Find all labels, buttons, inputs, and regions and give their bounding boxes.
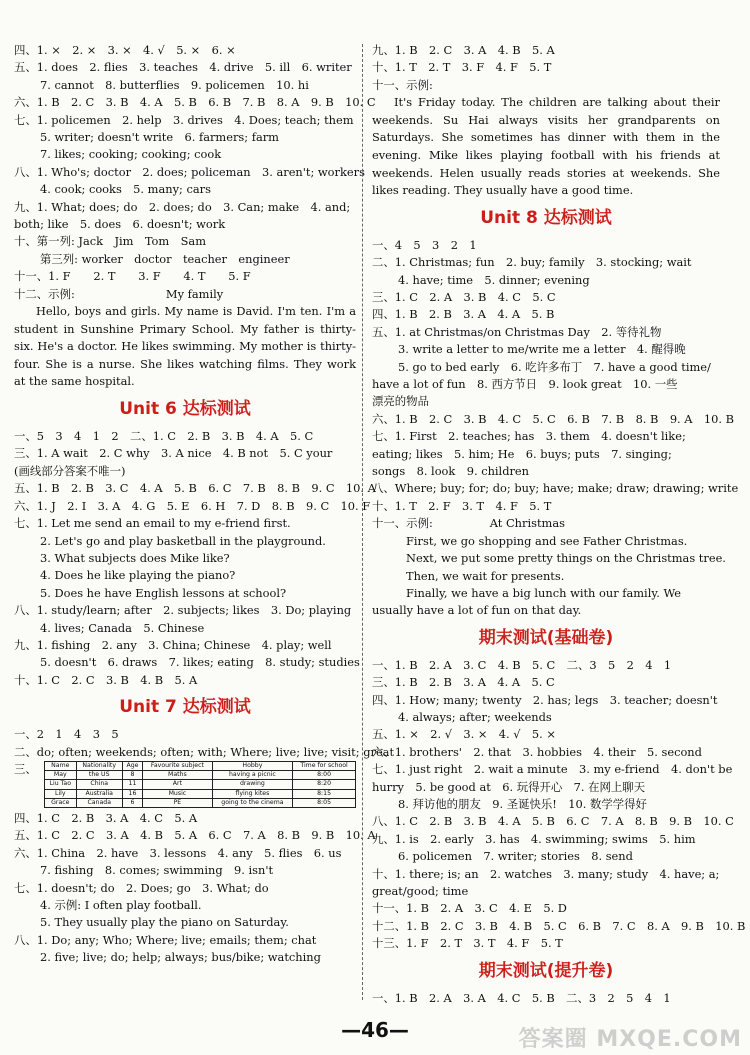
essay-line: Next, we put some pretty things on the Christmas tree. [406, 551, 726, 566]
table-cell: Liu Tao [45, 780, 77, 789]
answer-line: 5. writer; doesn't write 6. farmers; farm [40, 130, 279, 145]
answer-line: 一、5 3 4 1 2 二、1. C 2. B 3. B 4. A 5. C [14, 429, 314, 444]
left-column [14, 42, 395, 967]
essay-line: First, we go shopping and see Father Christmas. [406, 533, 688, 548]
answer-line: 十、第一列: Jack Jim Tom Sam [14, 234, 206, 249]
answer-line: hurry 5. be good at 6. 玩得开心 7. 在网上聊天 [372, 779, 646, 794]
answer-line: 一、4 5 3 2 1 [372, 237, 477, 252]
answer-line: 二、do; often; weekends; often; with; Where; live; live; visit; great [14, 744, 395, 759]
table-cell: 8:05 [293, 798, 356, 807]
answer-line: 4. 示例: I often play football. [40, 898, 202, 913]
answer-line: 七、1. policemen 2. help 3. drives 4. Does; teach; them [14, 112, 354, 127]
answer-table-label: 三、 [14, 761, 37, 776]
answer-line: 五、1. B 2. B 3. C 4. A 5. B 6. C 7. B 8. B 9. C 10. A [14, 481, 376, 496]
answer-line: 十一、示例: At Christmas [372, 516, 565, 531]
answer-line: 九、1. B 2. C 3. A 4. B 5. A [372, 43, 555, 57]
answer-line: 七、1. just right 2. wait a minute 3. my e-friend 4. don't be [372, 762, 733, 777]
answer-line: 漂亮的物品 [372, 394, 429, 409]
table-cell: 8:20 [293, 780, 356, 789]
table-cell: drawing [212, 780, 293, 789]
answer-line: 7. cannot 8. butterflies 9. policemen 10. hi [40, 77, 309, 92]
section-title: Unit 7 达标测试 [119, 697, 251, 718]
answer-line: 第三列: worker doctor teacher engineer [40, 251, 290, 266]
answer-line: 三、1. B 2. B 3. A 4. A 5. C [372, 675, 555, 690]
answer-line: 七、1. doesn't; do 2. Does; go 3. What; do [14, 880, 269, 895]
answer-line: 四、1. How; many; twenty 2. has; legs 3. teacher; doesn't [372, 692, 718, 707]
answer-line: 八、1. C 2. B 3. B 4. A 5. B 6. C 7. A 8. B 9. B 10. C [372, 814, 734, 829]
answer-line: 十二、示例: My family [14, 286, 224, 301]
column-divider [362, 44, 363, 1000]
essay-line: Then, we wait for presents. [406, 568, 565, 583]
table-cell: Maths [143, 771, 213, 780]
table-row [45, 780, 356, 789]
answer-line: 四、1. × 2. × 3. × 4. √ 5. × 6. × [14, 43, 236, 57]
answer-line: 六、1. brothers' 2. that 3. hobbies 4. their 5. second [372, 744, 702, 759]
answer-line: 九、1. What; does; do 2. does; do 3. Can; make 4. and; [14, 199, 351, 214]
answer-line: 五、1. × 2. √ 3. × 4. √ 5. × [372, 727, 556, 742]
table-cell: having a picnic [212, 771, 293, 780]
table-header-cell: Name [45, 761, 77, 770]
table-cell: Art [143, 780, 213, 789]
table-row [45, 798, 356, 807]
table-cell: 8:00 [293, 771, 356, 780]
answer-line: 4. lives; Canada 5. Chinese [40, 620, 205, 635]
table-header-cell: Time for school [293, 761, 356, 770]
answer-line: 九、1. fishing 2. any 3. China; Chinese 4. play; well [14, 637, 332, 652]
answer-line: 六、1. B 2. C 3. B 4. C 5. C 6. B 7. B 8. B 9. A 10. B [372, 411, 735, 426]
table-cell: Australia [76, 789, 122, 798]
section-title: 期末测试(提升卷) [478, 960, 614, 981]
answer-line: 六、1. China 2. have 3. lessons 4. any 5. flies 6. us [14, 845, 342, 860]
answer-line: have a lot of fun 8. 西方节日 9. look great 10. 一些 [372, 377, 678, 392]
answer-line: 十一、示例: [372, 77, 433, 92]
table-cell: flying kites [212, 789, 293, 798]
table-cell: going to the cinema [212, 798, 293, 807]
answer-line: 3. What subjects does Mike like? [40, 550, 230, 565]
answer-line: usually have a lot of fun on that day. [372, 603, 582, 618]
answer-line: 十、1. C 2. C 3. B 4. B 5. A [14, 672, 198, 687]
answer-line: 二、1. Christmas; fun 2. buy; family 3. stocking; wait [372, 255, 692, 270]
answer-line: 十二、1. B 2. C 3. B 4. B 5. C 6. B 7. C 8. A 9. B 10. B [372, 918, 746, 933]
answer-line: 七、1. First 2. teaches; has 3. them 4. doesn't like; [372, 429, 686, 444]
answer-line: 九、1. is 2. early 3. has 4. swimming; swims 5. him [372, 831, 696, 846]
table-header-cell: Age [122, 761, 142, 770]
answer-line: 五、1. C 2. C 3. A 4. B 5. A 6. C 7. A 8. B 9. B 10. A [14, 828, 376, 843]
page-number: —46— [341, 1018, 409, 1042]
answer-line: 十、1. there; is; an 2. watches 3. many; study 4. have; a; [372, 866, 720, 881]
table-cell: Music [143, 789, 213, 798]
answer-line: 十一、1. B 2. A 3. C 4. E 5. D [372, 901, 567, 916]
answer-line: 一、2 1 4 3 5 [14, 727, 119, 742]
table-cell: Canada [76, 798, 122, 807]
answer-line: 2. Let's go and play basketball in the playground. [40, 533, 326, 548]
table-cell: 6 [122, 798, 142, 807]
section-title: Unit 6 达标测试 [119, 399, 251, 420]
table-cell: Lily [45, 789, 77, 798]
answer-line: great/good; time [372, 884, 469, 898]
table-header-cell: Nationality [76, 761, 122, 770]
answer-line: 十三、1. F 2. T 3. T 4. F 5. T [372, 936, 563, 951]
answer-line: songs 8. look 9. children [372, 464, 530, 479]
table-cell: China [76, 780, 122, 789]
answer-line: 3. write a letter to me/write me a letter 4. 醒得晚 [398, 342, 686, 357]
answer-line: 十、1. T 2. T 3. F 4. F 5. T [372, 60, 552, 75]
sample-essay-paragraph: Hello, boys and girls. My name is David. I'm ten. I'm a student in Sunshine Primary School. My father is thirty-six. He's a doctor. He likes swimming. My mother is thirty-four. She is a nurse. She likes watching films. They work at the same hospital. [14, 304, 356, 389]
answer-line: 十一、1. F 2. T 3. F 4. T 5. F [14, 269, 251, 284]
table-cell: 8:15 [293, 789, 356, 798]
answer-line: 七、1. Let me send an email to my e-friend first. [14, 516, 291, 531]
table-header-cell: Favourite subject [143, 761, 213, 770]
answer-line: 5. Does he have English lessons at school? [40, 585, 287, 600]
section-title: Unit 8 达标测试 [480, 207, 612, 228]
table-cell: PE [143, 798, 213, 807]
answer-line: 六、1. B 2. C 3. B 4. A 5. B 6. B 7. B 8. A 9. B 10. C [14, 95, 376, 110]
answer-line: 4. Does he like playing the piano? [40, 568, 236, 583]
answer-line: 八、1. Do; any; Who; Where; live; emails; them; chat [14, 932, 317, 947]
sample-essay-paragraph: It's Friday today. The children are talking about their weekends. Su Hai always visits her grandparents on Saturdays. She sometimes has dinner with them in the evening. Mike likes playing football with his friends at weekends. Helen usually reads stories at weekends. She likes reading. They usually have a good time. [372, 95, 720, 198]
answer-line: 一、1. B 2. A 3. C 4. B 5. C 二、3 5 2 4 1 [372, 657, 672, 672]
answer-line: 三、1. A wait 2. C why 3. A nice 4. B not 5. C your [14, 446, 333, 461]
answer-line: 十、1. T 2. F 3. T 4. F 5. T [372, 498, 552, 513]
info-table [44, 761, 356, 808]
table-cell: the US [76, 771, 122, 780]
answer-line: 四、1. B 2. B 3. A 4. A 5. B [372, 307, 555, 322]
table-row [45, 771, 356, 780]
table-cell: 16 [122, 789, 142, 798]
watermark-logo: 答案圈 MXQE.COM [518, 1027, 742, 1052]
table-cell: 11 [122, 780, 142, 789]
answer-line: both; like 5. does 6. doesn't; work [14, 217, 226, 232]
answer-line: 六、1. J 2. I 3. A 4. G 5. E 6. H 7. D 8. B 9. C 10. F [14, 498, 371, 513]
answer-line: 5. They usually play the piano on Saturday. [40, 915, 289, 930]
answer-line: 7. fishing 8. comes; swimming 9. isn't [40, 863, 274, 878]
answer-line: 4. always; after; weekends [398, 709, 552, 724]
answer-line: 4. have; time 5. dinner; evening [398, 272, 590, 287]
table-row [45, 789, 356, 798]
answer-line: 三、1. C 2. A 3. B 4. C 5. C [372, 290, 556, 304]
answer-line: 6. policemen 7. writer; stories 8. send [398, 849, 633, 864]
answer-line: 5. go to bed early 6. 吃许多布丁 7. have a good time/ [398, 359, 711, 374]
table-cell: 8 [122, 771, 142, 780]
answer-line: 八、1. study/learn; after 2. subjects; likes 3. Do; playing [14, 603, 352, 618]
answer-line: eating; likes 5. him; He 6. buys; puts 7. singing; [372, 446, 672, 461]
table-header-row [45, 761, 356, 770]
answer-line: 四、1. C 2. B 3. A 4. C 5. A [14, 810, 198, 825]
answer-line: 八、1. Who's; doctor 2. does; policeman 3. aren't; workers [14, 164, 365, 179]
answer-line: 4. cook; cooks 5. many; cars [40, 182, 211, 197]
right-column [372, 42, 746, 1007]
table-header-cell: Hobby [212, 761, 293, 770]
answer-line: 一、1. B 2. A 3. A 4. C 5. B 二、3 2 5 4 1 [372, 990, 671, 1005]
answer-line: 五、1. does 2. flies 3. teaches 4. drive 5. ill 6. writer [14, 60, 352, 75]
essay-line: Finally, we have a big lunch with our family. We [406, 585, 682, 600]
answer-line: (画线部分答案不唯一) [14, 463, 126, 478]
answer-table-block [14, 761, 356, 808]
table-cell: May [45, 771, 77, 780]
answer-line: 7. likes; cooking; cooking; cook [40, 147, 222, 162]
table-cell: Grace [45, 798, 77, 807]
section-title: 期末测试(基础卷) [478, 627, 614, 648]
answer-line: 八、Where; buy; for; do; buy; have; make; draw; drawing; write [372, 481, 739, 496]
answer-line: 8. 拜访他的朋友 9. 圣诞快乐! 10. 数学学得好 [398, 796, 647, 811]
answer-line: 五、1. at Christmas/on Christmas Day 2. 等待礼物 [372, 324, 662, 339]
answer-line: 2. five; live; do; help; always; bus/bike; watching [40, 950, 321, 965]
answer-line: 5. doesn't 6. draws 7. likes; eating 8. study; studies [40, 655, 360, 670]
